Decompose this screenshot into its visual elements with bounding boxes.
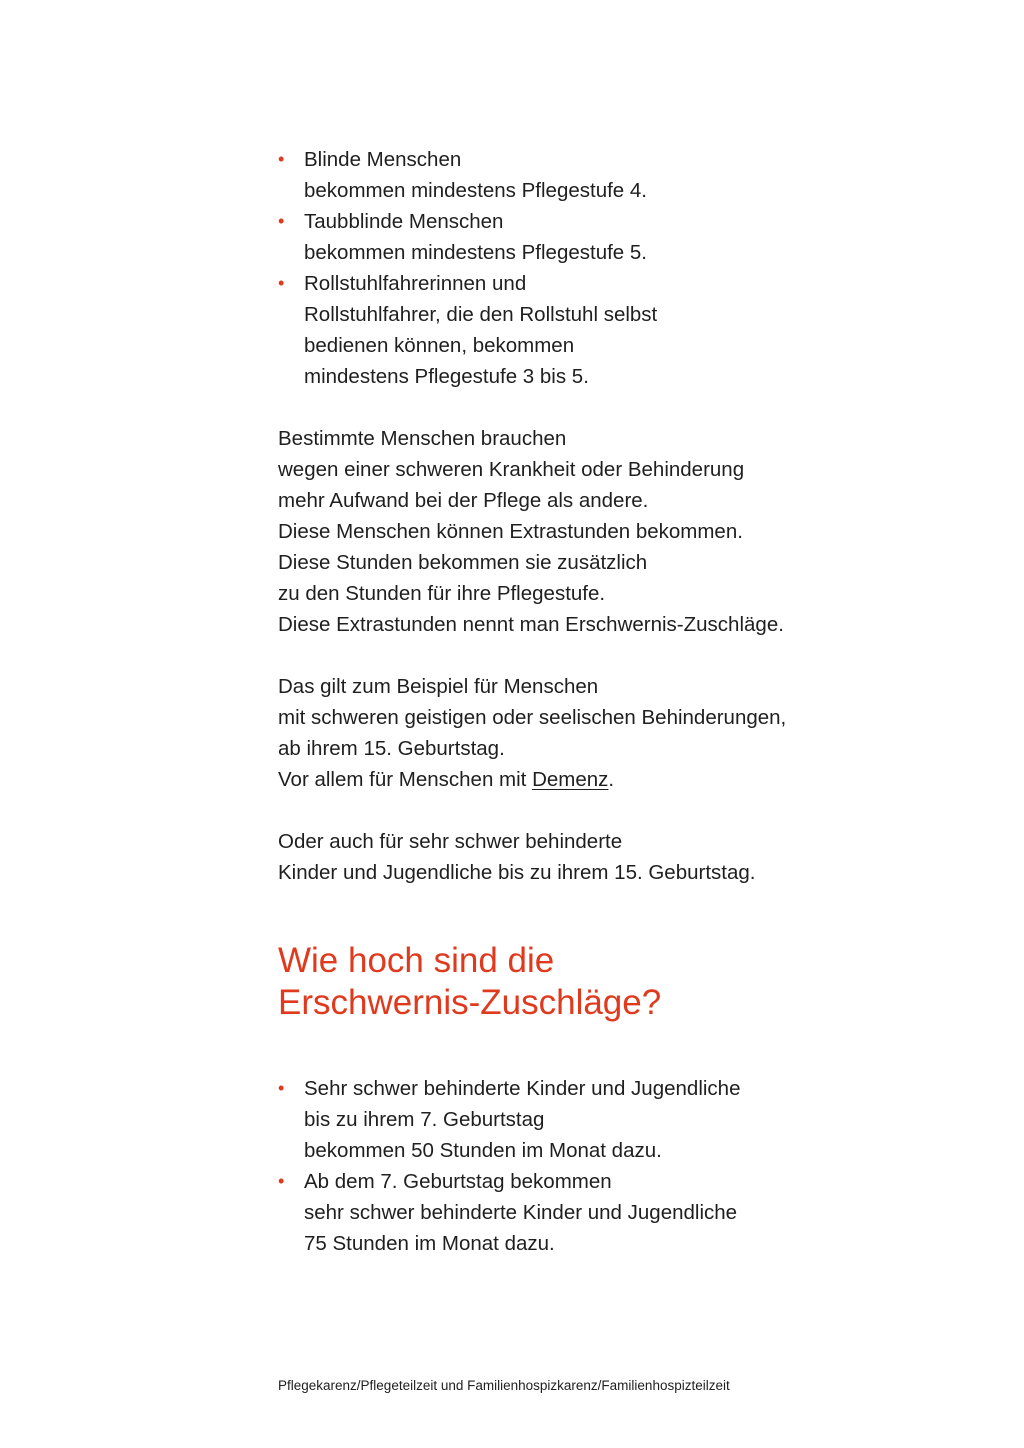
list-item-line: Rollstuhlfahrerinnen und [304,272,527,295]
paragraph-line: ab ihrem 15. Geburtstag. [278,737,505,760]
list-item [278,206,838,268]
paragraph-line [278,764,838,795]
list-item [278,268,838,392]
paragraph-beispiel [278,671,838,795]
section-heading [278,940,838,1024]
heading-line: Wie hoch sind die [278,941,555,980]
bullet-icon: • [278,149,285,169]
paragraph-line: mehr Aufwand bei der Pflege als andere. [278,489,649,512]
list-item [278,1166,838,1259]
list-item-line: sehr schwer behinderte Kinder und Jugendliche [304,1201,738,1224]
list-item-line: Blinde Menschen [304,148,462,171]
demenz-link[interactable]: Demenz [532,768,609,791]
list-item-line: Rollstuhlfahrer, die den Rollstuhl selbst [304,303,658,326]
paragraph-line: Das gilt zum Beispiel für Menschen [278,675,599,698]
bullet-icon: • [278,1171,285,1191]
paragraph-line: mit schweren geistigen oder seelischen Behinderungen, [278,706,787,729]
list-item-line: bekommen mindestens Pflegestufe 4. [304,179,647,202]
list-item-line: bekommen 50 Stunden im Monat dazu. [304,1139,662,1162]
paragraph-line: Kinder und Jugendliche bis zu ihrem 15. Geburtstag. [278,861,756,884]
list-item-line: 75 Stunden im Monat dazu. [304,1232,555,1255]
list-item-line: bis zu ihrem 7. Geburtstag [304,1108,545,1131]
paragraph-extrastunden [278,423,838,640]
paragraph-line: Diese Extrastunden nennt man Erschwernis-Zuschläge. [278,613,784,636]
list-item-line: Ab dem 7. Geburtstag bekommen [304,1170,612,1193]
bullet-icon: • [278,1078,285,1098]
main-content [278,144,838,888]
bullet-icon: • [278,273,285,293]
paragraph-text: . [608,768,615,791]
bullet-icon: • [278,211,285,231]
paragraph-line: Bestimmte Menschen brauchen [278,427,567,450]
paragraph-line: Oder auch für sehr schwer behinderte [278,830,623,853]
list-item [278,144,838,206]
paragraph-line: zu den Stunden für ihre Pflegestufe. [278,582,606,605]
list-pflegestufen [278,144,838,392]
list-item-line: Sehr schwer behinderte Kinder und Jugendliche [304,1077,741,1100]
page-footer: Pflegekarenz/Pflegeteilzeit und Familienhospizkarenz/Familienhospizteilzeit [278,1378,730,1393]
paragraph-text: Vor allem für Menschen mit [278,768,533,791]
list-item-line: mindestens Pflegestufe 3 bis 5. [304,365,589,388]
paragraph-kinder [278,826,838,888]
paragraph-line: Diese Menschen können Extrastunden bekommen. [278,520,743,543]
paragraph-line: wegen einer schweren Krankheit oder Behinderung [278,458,745,481]
list-item-line: bedienen können, bekommen [304,334,575,357]
list-zuschlaege [278,1073,838,1259]
heading-line: Erschwernis-Zuschläge? [278,983,662,1022]
list-item-line: Taubblinde Menschen [304,210,504,233]
list-item [278,1073,838,1166]
list-item-line: bekommen mindestens Pflegestufe 5. [304,241,647,264]
paragraph-line: Diese Stunden bekommen sie zusätzlich [278,551,648,574]
